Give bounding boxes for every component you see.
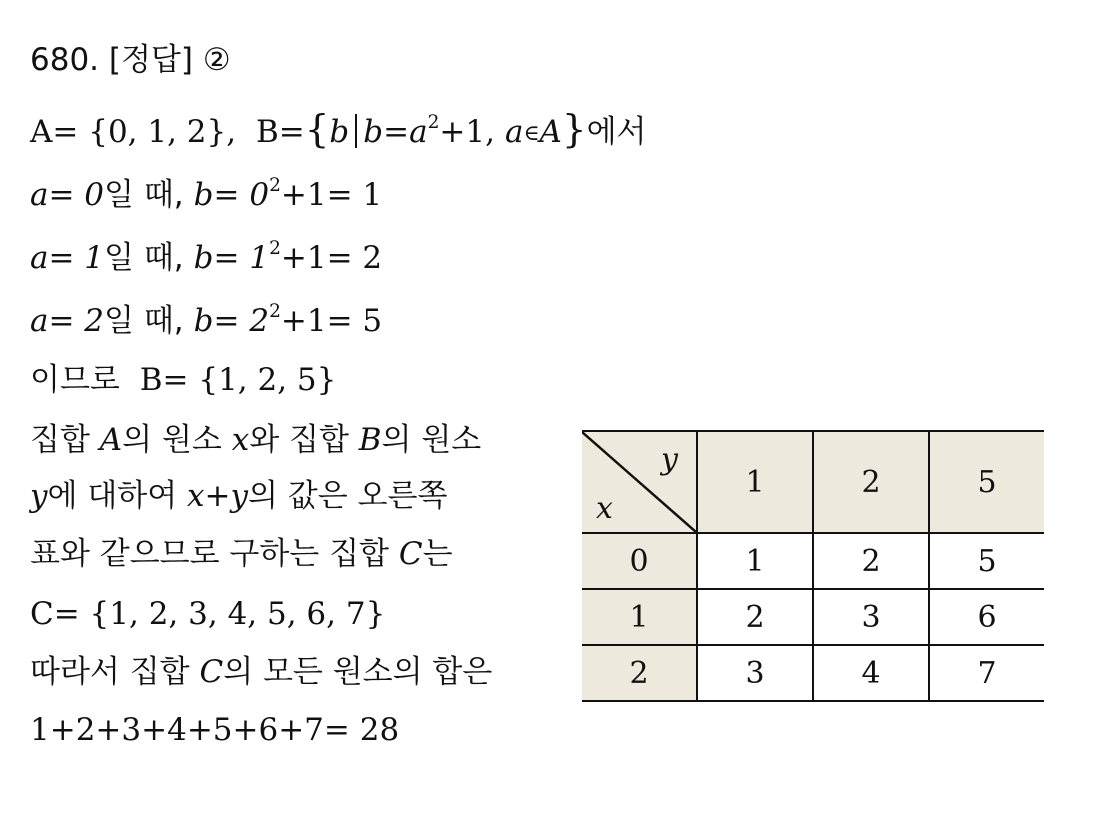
conclusion-text: 의 모든 원소의 합은 bbox=[223, 654, 493, 690]
table-cell: 6 bbox=[929, 589, 1044, 645]
set-b-prefix: B= bbox=[255, 114, 305, 150]
explanation-text: 에 대하여 bbox=[47, 478, 178, 514]
explanation-line-3 bbox=[30, 534, 453, 574]
explanation-line-1 bbox=[30, 420, 481, 460]
table-row bbox=[582, 589, 1044, 645]
explanation-text: 는 bbox=[422, 536, 453, 572]
table-row bbox=[582, 533, 1044, 589]
table-cell: 1 bbox=[697, 533, 813, 589]
case-exp: 2 bbox=[269, 175, 281, 197]
case-line-2 bbox=[30, 301, 382, 341]
set-b-result-prefix: 이므로 bbox=[30, 362, 120, 398]
left-brace-icon: { bbox=[304, 107, 330, 152]
explanation-text: 의 값은 오른쪽 bbox=[248, 478, 448, 514]
answer-mark: ② bbox=[202, 42, 231, 78]
set-builder-bar bbox=[355, 114, 357, 148]
var-b: B bbox=[358, 422, 382, 458]
corner-y-label: y bbox=[661, 442, 678, 477]
case-line-0 bbox=[30, 175, 382, 215]
set-b-exp: 2 bbox=[427, 112, 440, 134]
row-header: 2 bbox=[582, 645, 697, 701]
table-cell: 2 bbox=[813, 533, 929, 589]
var-y: y bbox=[30, 478, 48, 514]
case-rhs: b= 2 bbox=[193, 303, 270, 339]
table-cell: 3 bbox=[813, 589, 929, 645]
case-tail: +1= 5 bbox=[280, 303, 383, 339]
explanation-text: 의 원소 bbox=[122, 422, 222, 458]
case-rhs: b= 0 bbox=[193, 177, 270, 213]
element-of-symbol: ∈ bbox=[523, 120, 540, 146]
case-line-1 bbox=[30, 238, 382, 278]
case-when: 일 때, bbox=[104, 303, 184, 339]
set-b-a: A bbox=[539, 114, 562, 150]
explanation-text: 의 원소 bbox=[381, 422, 482, 458]
var-a: A bbox=[99, 422, 123, 458]
set-a-expr: A= {0, 1, 2}, bbox=[30, 114, 237, 150]
problem-heading bbox=[30, 40, 231, 80]
set-b-var: b bbox=[329, 114, 350, 150]
set-b-result-expr: B= {1, 2, 5} bbox=[139, 362, 337, 398]
set-b-result-line bbox=[30, 360, 336, 400]
set-b-rest: +1, bbox=[439, 114, 495, 150]
final-sum-line bbox=[30, 710, 399, 750]
explanation-text: 표와 같으므로 구하는 집합 bbox=[30, 536, 389, 572]
table-header-row bbox=[582, 431, 1044, 533]
final-sum: 1+2+3+4+5+6+7= 28 bbox=[30, 712, 400, 748]
column-header: 2 bbox=[813, 431, 929, 533]
set-c-line bbox=[30, 594, 385, 634]
case-tail: +1= 1 bbox=[280, 177, 383, 213]
sum-table bbox=[582, 430, 1044, 702]
column-header: 5 bbox=[929, 431, 1044, 533]
table-cell: 2 bbox=[697, 589, 813, 645]
case-lhs: a= 1 bbox=[30, 240, 105, 276]
table-cell: 4 bbox=[813, 645, 929, 701]
case-when: 일 때, bbox=[104, 240, 184, 276]
row-header: 0 bbox=[582, 533, 697, 589]
set-b-cond: b=a bbox=[363, 114, 428, 150]
case-lhs: a= 2 bbox=[30, 303, 105, 339]
case-exp: 2 bbox=[269, 301, 281, 323]
sum-expression: x+y bbox=[187, 478, 248, 514]
explanation-text: 와 집합 bbox=[249, 422, 349, 458]
table-row bbox=[582, 645, 1044, 701]
case-when: 일 때, bbox=[104, 177, 184, 213]
column-header: 1 bbox=[697, 431, 813, 533]
table-cell: 7 bbox=[929, 645, 1044, 701]
row-header: 1 bbox=[582, 589, 697, 645]
case-rhs: b= 1 bbox=[193, 240, 270, 276]
var-x: x bbox=[231, 422, 250, 458]
var-c: C bbox=[398, 536, 423, 572]
conclusion-line bbox=[30, 652, 492, 692]
problem-number: 680. bbox=[30, 42, 100, 78]
explanation-text: 집합 bbox=[30, 422, 90, 458]
case-exp: 2 bbox=[269, 238, 281, 260]
corner-x-label: x bbox=[596, 491, 613, 526]
answer-label: [정답] bbox=[108, 42, 193, 78]
sets-definition-line bbox=[30, 107, 647, 154]
case-lhs: a= 0 bbox=[30, 177, 105, 213]
set-c-expr: C= {1, 2, 3, 4, 5, 6, 7} bbox=[30, 596, 386, 632]
table-corner-cell bbox=[582, 431, 697, 533]
explanation-line-2 bbox=[30, 476, 447, 516]
set-b-member: a bbox=[504, 114, 524, 150]
right-brace-icon: } bbox=[561, 107, 587, 152]
conclusion-text: 따라서 집합 bbox=[30, 654, 190, 690]
line1-suffix: 에서 bbox=[586, 114, 647, 150]
var-c: C bbox=[199, 654, 224, 690]
table-cell: 5 bbox=[929, 533, 1044, 589]
case-tail: +1= 2 bbox=[280, 240, 383, 276]
table-cell: 3 bbox=[697, 645, 813, 701]
